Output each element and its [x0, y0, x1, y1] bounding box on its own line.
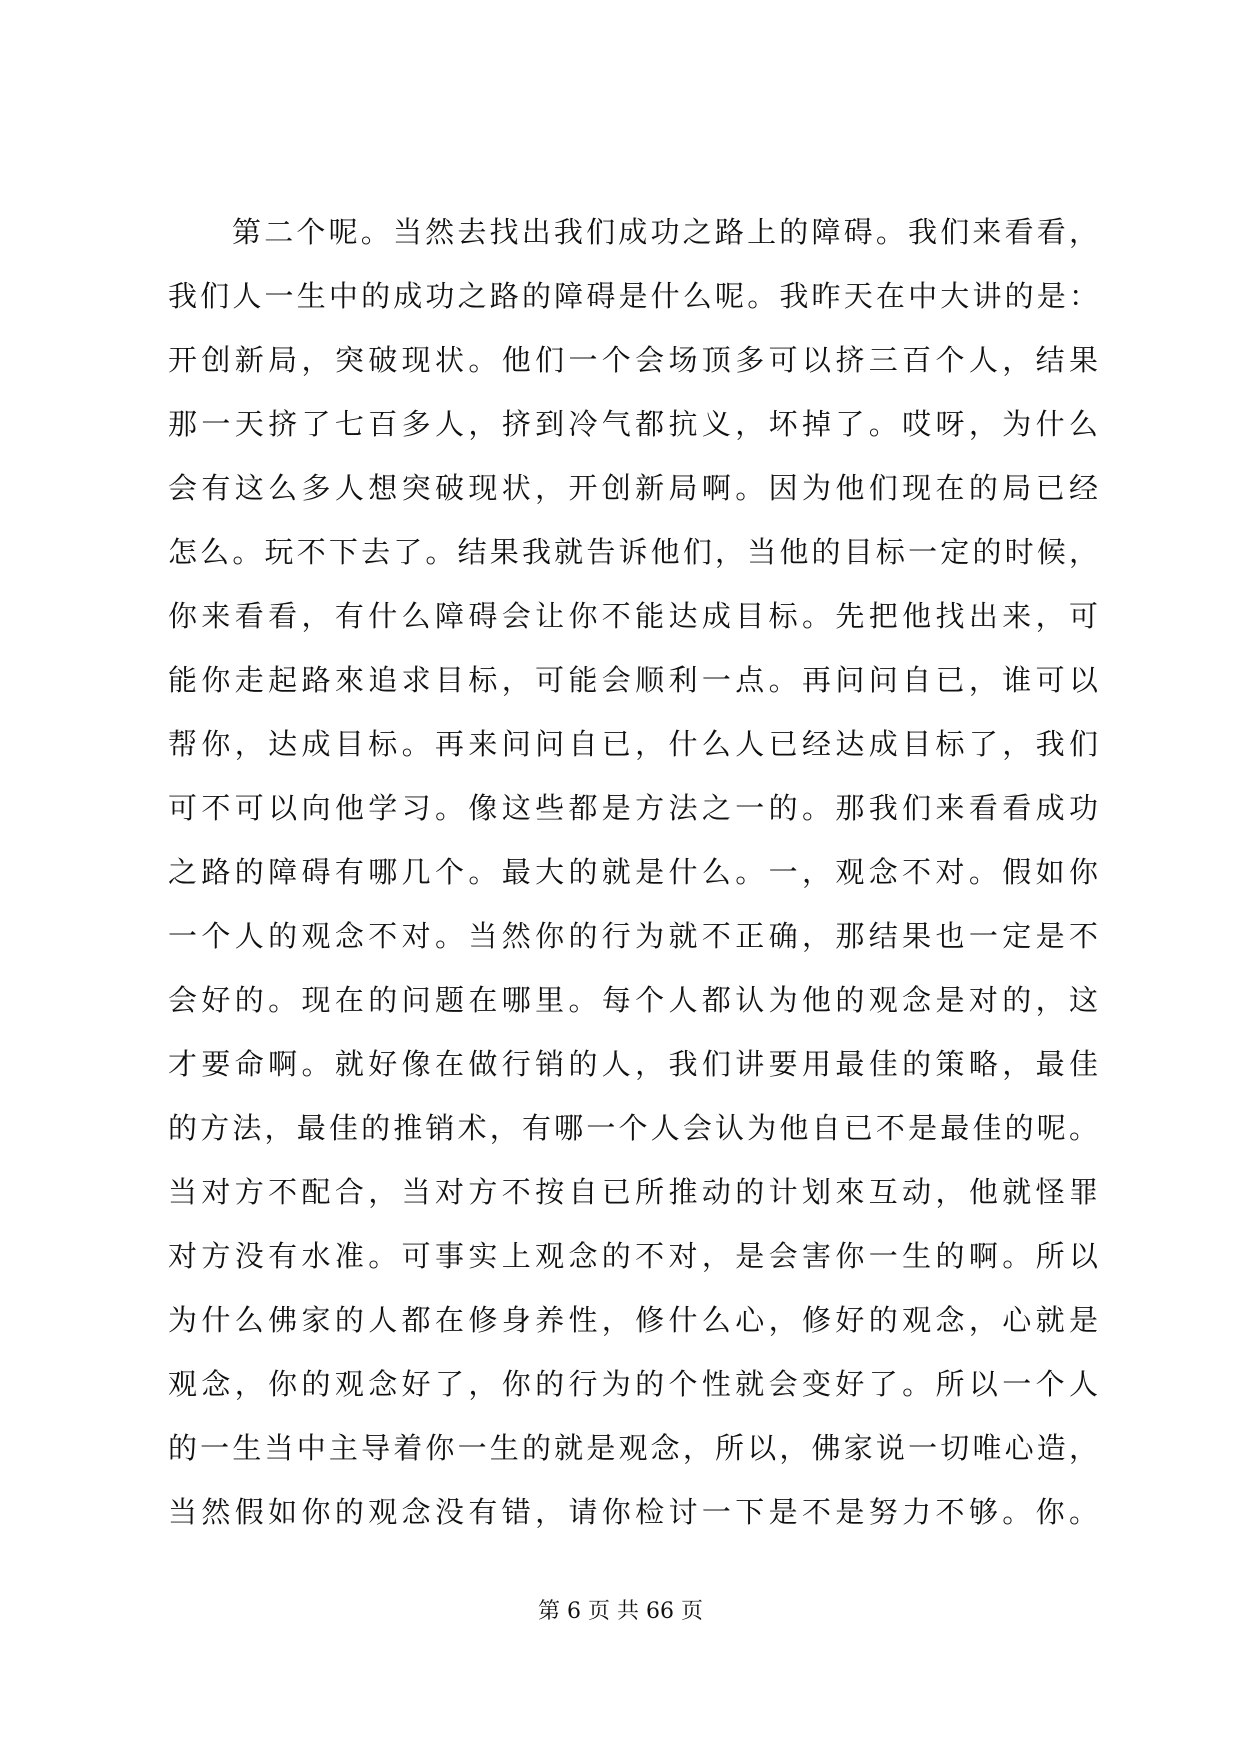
text-line-8: 能你走起路來追求目标，可能会顺利一点。再问问自已，谁可以 [168, 663, 1098, 697]
text-line-2: 我们人一生中的成功之路的障碍是什么呢。我昨天在中大讲的是： [168, 279, 1098, 313]
text-line-6: 怎么。玩不下去了。结果我就告诉他们，当他的目标一定的时候， [168, 535, 1098, 569]
text-line-4: 那一天挤了七百多人，挤到冷气都抗义，坏掉了。哎呀，为什么 [168, 407, 1098, 441]
text-line-18: 为什么佛家的人都在修身养性，修什么心，修好的观念，心就是 [168, 1303, 1098, 1337]
text-line-5: 会有这么多人想突破现状，开创新局啊。因为他们现在的局已经 [168, 471, 1098, 505]
text-line-7: 你来看看，有什么障碍会让你不能达成目标。先把他找出来，可 [168, 599, 1098, 633]
text-line-15: 的方法，最佳的推销术，有哪一个人会认为他自已不是最佳的呢。 [168, 1111, 1098, 1145]
text-line-10: 可不可以向他学习。像这些都是方法之一的。那我们来看看成功 [168, 791, 1098, 825]
text-line-16: 当对方不配合，当对方不按自已所推动的计划來互动，他就怪罪 [168, 1175, 1098, 1209]
text-line-9: 帮你，达成目标。再来问问自已，什么人已经达成目标了，我们 [168, 727, 1098, 761]
text-line-1: 第二个呢。当然去找出我们成功之路上的障碍。我们来看看， [232, 215, 1098, 249]
page-number-footer: 第 6 页 共 66 页 [538, 1599, 703, 1624]
text-line-17: 对方没有水准。可事实上观念的不对，是会害你一生的啊。所以 [168, 1239, 1098, 1273]
text-line-3: 开创新局，突破现状。他们一个会场顶多可以挤三百个人，结果 [168, 343, 1098, 377]
text-line-21: 当然假如你的观念没有错，请你检讨一下是不是努力不够。你。 [168, 1495, 1098, 1529]
text-line-19: 观念，你的观念好了，你的行为的个性就会变好了。所以一个人 [168, 1367, 1098, 1401]
text-line-14: 才要命啊。就好像在做行销的人，我们讲要用最佳的策略，最佳 [168, 1047, 1098, 1081]
text-line-20: 的一生当中主导着你一生的就是观念，所以，佛家说一切唯心造， [168, 1431, 1098, 1465]
text-line-13: 会好的。现在的问题在哪里。每个人都认为他的观念是对的，这 [168, 983, 1098, 1017]
text-line-12: 一个人的观念不对。当然你的行为就不正确，那结果也一定是不 [168, 919, 1098, 953]
body-text [168, 200, 1098, 1544]
text-line-11: 之路的障碍有哪几个。最大的就是什么。一，观念不对。假如你 [168, 855, 1098, 889]
